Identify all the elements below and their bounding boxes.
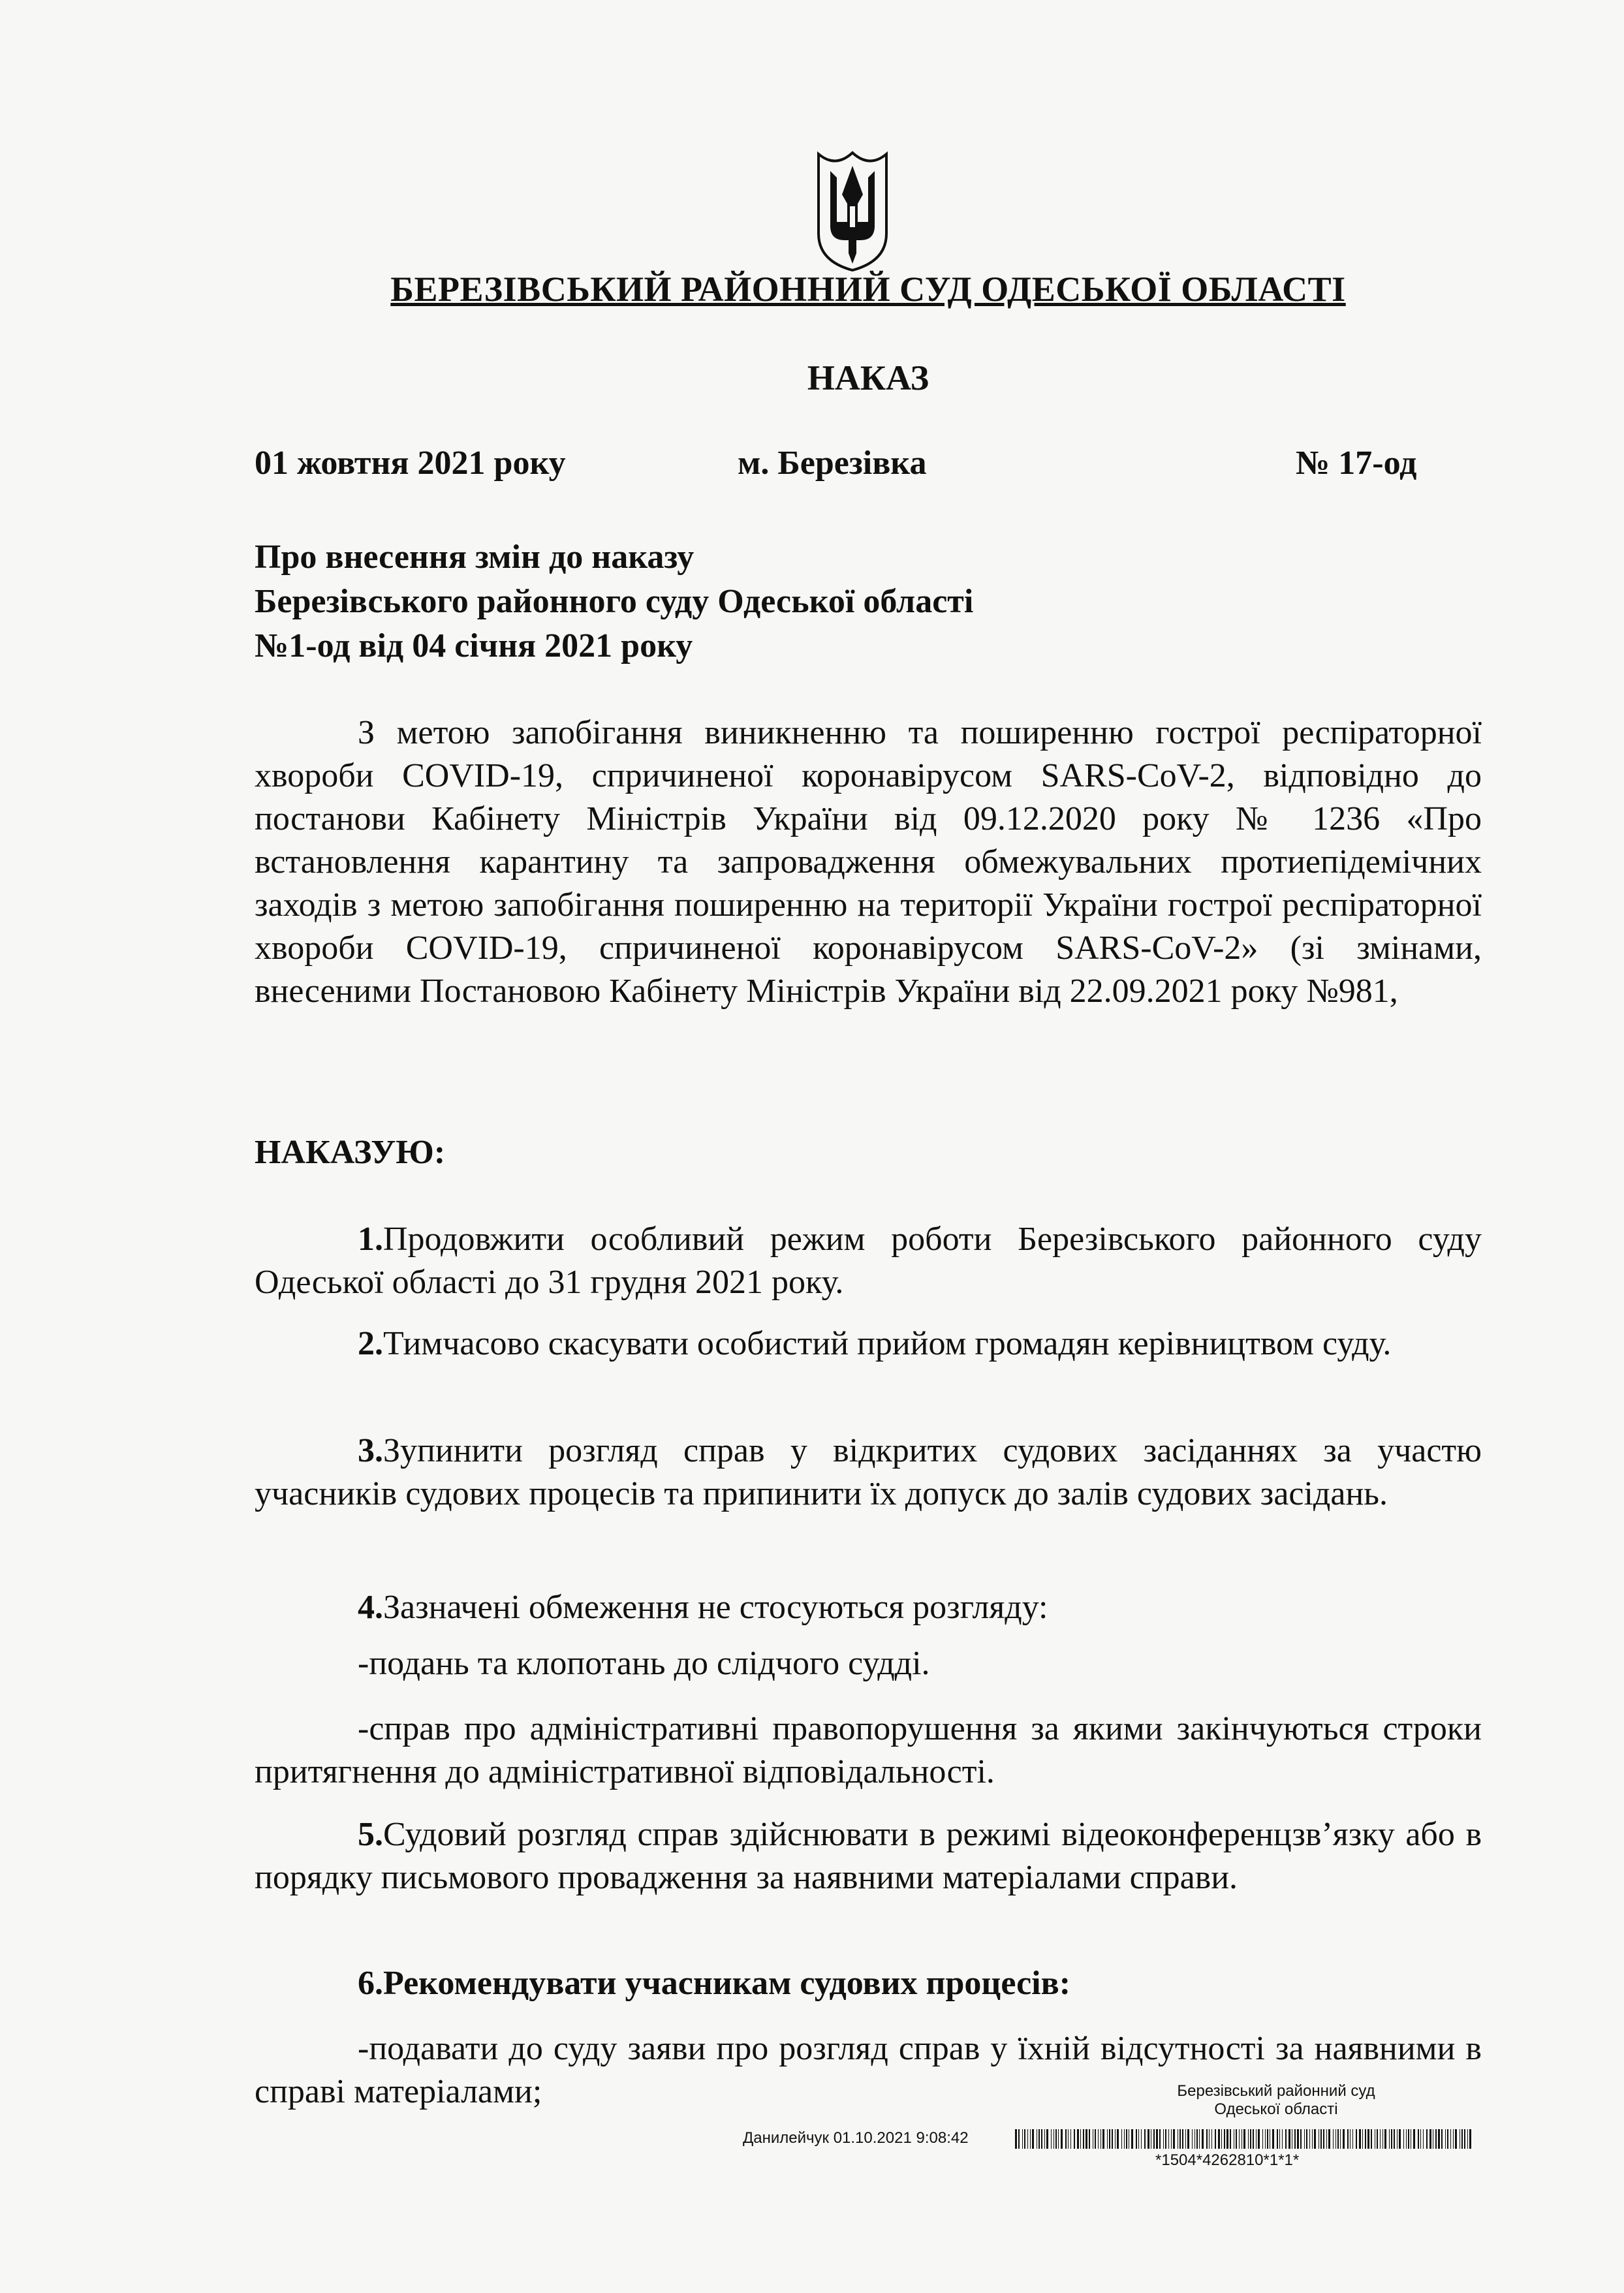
barcode-bar: [1384, 2129, 1386, 2149]
barcode-bar: [1051, 2129, 1052, 2149]
barcode-bar: [1215, 2129, 1216, 2149]
barcode-bar: [1352, 2129, 1353, 2149]
barcode-bar: [1262, 2129, 1263, 2149]
barcode-bar: [1199, 2129, 1200, 2149]
item-5: [255, 1813, 1482, 1899]
barcode-bar: [1464, 2129, 1465, 2149]
barcode-bar: [1337, 2129, 1339, 2149]
barcode-bar: [1211, 2129, 1212, 2149]
document-type: НАКАЗ: [807, 358, 929, 398]
barcode-bar: [1389, 2129, 1390, 2149]
barcode-bar: [1055, 2129, 1057, 2149]
barcode-bar: [1461, 2129, 1463, 2149]
barcode-bar: [1326, 2129, 1327, 2149]
barcode-bar: [1027, 2129, 1028, 2149]
barcode-bar: [1148, 2129, 1149, 2149]
barcode-bar: [1359, 2129, 1361, 2149]
barcode-bar: [1367, 2129, 1369, 2149]
barcode-bar: [1112, 2129, 1113, 2149]
barcode-bar: [1394, 2129, 1395, 2149]
barcode-bar: [1258, 2129, 1260, 2149]
barcode-bar: [1163, 2129, 1164, 2149]
barcode-bar: [1168, 2129, 1169, 2149]
barcode-bar: [1435, 2129, 1437, 2149]
barcode-bar: [1121, 2129, 1122, 2149]
barcode-bar: [1377, 2129, 1378, 2149]
barcode-bar: [1455, 2129, 1457, 2149]
barcode-bar: [1241, 2129, 1242, 2149]
subject-line: №1-од від 04 січня 2021 року: [255, 627, 693, 664]
barcode-bar: [1243, 2129, 1245, 2149]
subject-line: Березівського районного суду Одеської області: [255, 583, 974, 620]
barcode-bar: [1044, 2129, 1045, 2149]
order-subject: [255, 535, 973, 668]
item-text: -справ про адміністративні правопорушення за якими закінчуються строки притягнення до адміністративної відповідальності.: [255, 1710, 1482, 1790]
item-3: [255, 1429, 1482, 1516]
barcode-bar: [1085, 2129, 1087, 2149]
barcode-bar: [1267, 2129, 1268, 2149]
barcode-bar: [1192, 2129, 1193, 2149]
barcode-bar: [1306, 2129, 1307, 2149]
barcode-bar: [1320, 2129, 1322, 2149]
order-date: 01 жовтня 2021 року: [255, 445, 566, 482]
order-word: НАКАЗУЮ:: [255, 1134, 446, 1171]
barcode-bar: [1185, 2129, 1186, 2149]
barcode-bar: [1469, 2129, 1471, 2149]
barcode-bar: [1018, 2129, 1020, 2149]
barcode-bar: [1447, 2129, 1448, 2149]
barcode-bar: [1312, 2129, 1313, 2149]
barcode-bar: [1288, 2129, 1290, 2149]
barcode-bar: [1408, 2129, 1409, 2149]
barcode-bar: [1179, 2129, 1181, 2149]
barcode-bar: [1467, 2129, 1468, 2149]
barcode-bar: [1285, 2129, 1287, 2149]
barcode-bar: [1391, 2129, 1392, 2149]
barcode-bar: [1171, 2129, 1172, 2149]
item-1: [255, 1218, 1482, 1304]
barcode-bar: [1102, 2129, 1104, 2149]
barcode-bar: [1144, 2129, 1146, 2149]
item-text: Судовий розгляд справ здійснювати в режимі відеоконференцзв’язку або в порядку письмового провадження за наявними матеріалами справи.: [255, 1816, 1482, 1896]
barcode-bar: [1230, 2129, 1231, 2149]
barcode-bar: [1046, 2129, 1048, 2149]
barcode-bar: [1080, 2129, 1081, 2149]
barcode-bar: [1314, 2129, 1316, 2149]
barcode-bar: [1250, 2129, 1251, 2149]
barcode-bar: [1445, 2129, 1446, 2149]
barcode-bar: [1218, 2129, 1220, 2149]
barcode-bar: [1131, 2129, 1133, 2149]
barcode-bar: [1070, 2129, 1071, 2149]
item-text: Рекомендувати учасникам судових процесів:: [383, 1965, 1071, 2002]
barcode-bar: [1107, 2129, 1108, 2149]
subject-line: Про внесення змін до наказу: [255, 538, 695, 576]
barcode-bar: [1413, 2129, 1415, 2149]
barcode-bar: [1221, 2129, 1222, 2149]
barcode-bar: [1015, 2129, 1017, 2149]
barcode-bar: [1420, 2129, 1421, 2149]
preamble-paragraph: [255, 711, 1482, 1013]
barcode-bar: [1279, 2129, 1280, 2149]
item-number: 3.: [358, 1432, 383, 1469]
barcode-bar: [1117, 2129, 1119, 2149]
barcode-bar: [1380, 2129, 1381, 2149]
barcode-bar: [1347, 2129, 1349, 2149]
barcode-bar: [1365, 2129, 1366, 2149]
preamble-text: З метою запобігання виникненню та поширенню гострої респіраторної хвороби COVID-19, спричиненої коронавірусом SARS-CoV-2, відповідно до постанови Кабінету Міністрів України від 09.12.2020 року № 1236 «Про встановлення карантину та запровадження обмежувальних протиепідемічних заходів з метою запобігання поширенню на території України гострої респіраторної хвороби COVID-19, спричиненої коронавірусом SARS-CoV-2» (зі змінами, внесеними Постановою Кабінету Міністрів України від 22.09.2021 року №981,: [255, 714, 1482, 1010]
barcode-bar: [1441, 2129, 1443, 2149]
barcode-bar: [1098, 2129, 1099, 2149]
item-4: [255, 1586, 1482, 1629]
item-4-sub-1: [255, 1642, 1482, 1685]
barcode-bar: [1030, 2129, 1031, 2149]
barcode-bar: [1426, 2129, 1428, 2149]
barcode-bar: [1138, 2129, 1139, 2149]
barcode-bar: [1309, 2129, 1310, 2149]
barcode-bar: [1068, 2129, 1069, 2149]
stamp-line: Одеської області: [1214, 2100, 1338, 2118]
item-text: Тимчасово скасувати особистий прийом громадян керівництвом суду.: [383, 1325, 1392, 1362]
item-number: 5.: [358, 1816, 383, 1853]
barcode-bar: [1343, 2129, 1345, 2149]
barcode-bar: [1328, 2129, 1330, 2149]
barcode-bar: [1202, 2129, 1204, 2149]
barcode-bar: [1224, 2129, 1225, 2149]
barcode-bar: [1236, 2129, 1237, 2149]
barcode-bar: [1095, 2129, 1096, 2149]
barcode-bar: [1356, 2129, 1357, 2149]
barcode-bar: [1089, 2129, 1090, 2149]
item-number: 1.: [358, 1221, 383, 1258]
barcode-bar: [1300, 2129, 1302, 2149]
barcode-bar: [1115, 2129, 1116, 2149]
barcode-bar: [1429, 2129, 1431, 2149]
barcode-bar: [1272, 2129, 1274, 2149]
item-text: -подань та клопотань до слідчого судді.: [358, 1645, 930, 1682]
barcode-bar: [1294, 2129, 1296, 2149]
barcode-bar: [1340, 2129, 1341, 2149]
barcode-bar: [1109, 2129, 1110, 2149]
barcode-bar: [1141, 2129, 1142, 2149]
signature-line: Данилейчук 01.10.2021 9:08:42: [743, 2129, 969, 2147]
stamp-line: Березівський районний суд: [1177, 2082, 1375, 2100]
barcode-bar: [1450, 2129, 1451, 2149]
barcode-bar: [1126, 2129, 1127, 2149]
barcode-bar: [1182, 2129, 1183, 2149]
barcode-bar: [1136, 2129, 1137, 2149]
order-place: м. Березівка: [738, 445, 927, 482]
barcode-bar: [1206, 2129, 1208, 2149]
barcode: [1015, 2129, 1484, 2149]
barcode-bar: [1399, 2129, 1401, 2149]
barcode-bar: [1406, 2129, 1407, 2149]
barcode-bar: [1256, 2129, 1257, 2149]
barcode-bar: [1173, 2129, 1175, 2149]
item-number: 6.: [358, 1965, 383, 2002]
barcode-bar: [1248, 2129, 1249, 2149]
barcode-bar: [1156, 2129, 1158, 2149]
court-name-heading: БЕРЕЗІВСЬКИЙ РАЙОННИЙ СУД ОДЕСЬКОЇ ОБЛАСТІ: [390, 270, 1346, 309]
court-stamp-label: [1132, 2082, 1420, 2119]
barcode-bar: [1022, 2129, 1023, 2149]
barcode-bar: [1061, 2129, 1063, 2149]
barcode-bar: [1350, 2129, 1351, 2149]
barcode-bar: [1159, 2129, 1161, 2149]
barcode-bar: [1382, 2129, 1383, 2149]
barcode-bar: [1277, 2129, 1278, 2149]
item-text: Продовжити особливий режим роботи Березівського районного суду Одеської області до 31 грудня 2021 року.: [255, 1221, 1482, 1301]
barcode-bar: [1024, 2129, 1025, 2149]
barcode-bar: [1124, 2129, 1125, 2149]
barcode-bar: [1209, 2129, 1210, 2149]
barcode-bar: [1196, 2129, 1198, 2149]
item-text: Зупинити розгляд справ у відкритих судових засіданнях за участю учасників судових процесів та припинити їх допуск до залів судових засідань.: [255, 1432, 1482, 1512]
barcode-bar: [1333, 2129, 1334, 2149]
item-number: 2.: [358, 1325, 383, 1362]
barcode-bar: [1226, 2129, 1228, 2149]
barcode-bar: [1058, 2129, 1059, 2149]
barcode-bar: [1032, 2129, 1034, 2149]
barcode-bar: [1362, 2129, 1363, 2149]
barcode-bar: [1423, 2129, 1424, 2149]
trident-emblem-icon: [816, 149, 889, 272]
barcode-bar: [1074, 2129, 1075, 2149]
barcode-bar: [1403, 2129, 1404, 2149]
barcode-bar: [1453, 2129, 1454, 2149]
barcode-bar: [1153, 2129, 1155, 2149]
barcode-bar: [1065, 2129, 1067, 2149]
barcode-bar: [1438, 2129, 1440, 2149]
item-text: Зазначені обмеження не стосуються розгляду:: [383, 1589, 1048, 1626]
barcode-bar: [1265, 2129, 1266, 2149]
barcode-bar: [1077, 2129, 1079, 2149]
barcode-bar: [1282, 2129, 1283, 2149]
barcode-bar: [1165, 2129, 1166, 2149]
item-2: [255, 1322, 1482, 1365]
barcode-number: *1504*4262810*1*1*: [1155, 2151, 1300, 2169]
item-6: [255, 1962, 1482, 2005]
barcode-bar: [1297, 2129, 1299, 2149]
barcode-bar: [1335, 2129, 1336, 2149]
barcode-bar: [1371, 2129, 1372, 2149]
item-text: -подавати до суду заяви про розгляд справ у їхній відсутності за наявними в справі матеріалами;: [255, 2030, 1482, 2110]
barcode-bar: [1038, 2129, 1040, 2149]
order-number: № 17-од: [1296, 445, 1417, 482]
item-4-sub-2: [255, 1708, 1482, 1794]
barcode-bar: [1187, 2129, 1189, 2149]
barcode-bar: [1083, 2129, 1084, 2149]
barcode-bar: [1304, 2129, 1305, 2149]
barcode-bar: [1239, 2129, 1240, 2149]
barcode-bar: [1418, 2129, 1419, 2149]
barcode-bar: [1253, 2129, 1254, 2149]
barcode-bar: [1041, 2129, 1042, 2149]
barcode-bar: [1323, 2129, 1324, 2149]
item-number: 4.: [358, 1589, 383, 1626]
barcode-bar: [1397, 2129, 1398, 2149]
